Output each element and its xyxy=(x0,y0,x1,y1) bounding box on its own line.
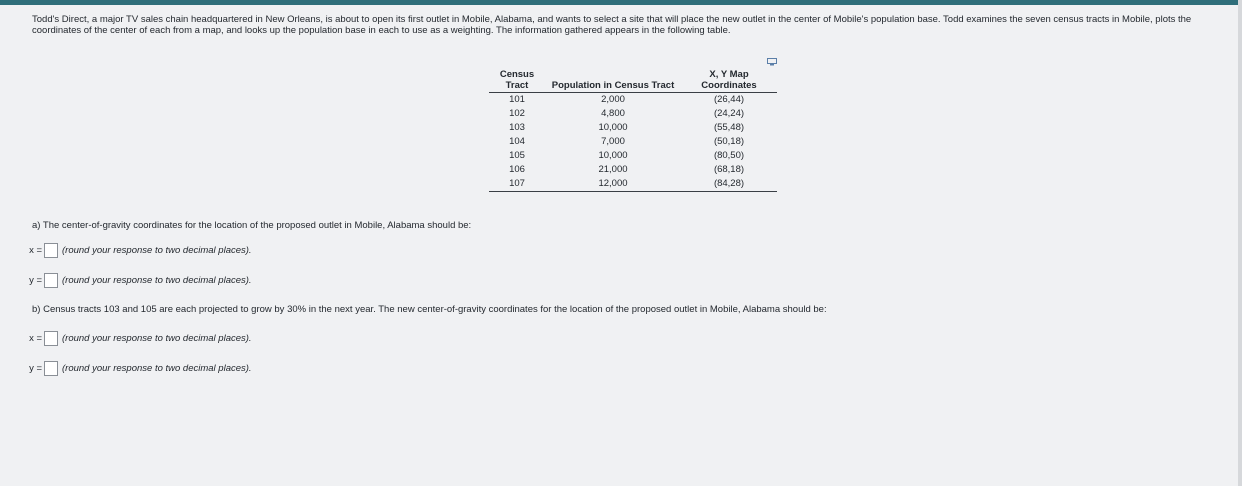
table-row xyxy=(489,107,777,121)
x-answer-input[interactable] xyxy=(44,243,58,258)
population-cell: 21,000 xyxy=(598,164,628,175)
population-cell: 12,000 xyxy=(545,177,681,192)
population-cell: 7,000 xyxy=(601,136,625,147)
tract-cell: 107 xyxy=(489,177,545,192)
population-cell: 4,800 xyxy=(601,108,625,119)
column-header-coordinates: X, Y Map Coordinates xyxy=(681,69,777,93)
y-answer-input[interactable] xyxy=(44,361,58,376)
question-panel xyxy=(0,5,1238,486)
y-answer-input[interactable] xyxy=(44,273,58,288)
part-b-y-answer xyxy=(22,361,252,376)
census-table xyxy=(489,69,777,192)
coordinates-cell: (50,18) xyxy=(713,136,745,147)
tract-cell: 101 xyxy=(509,94,525,105)
x-answer-input[interactable] xyxy=(44,331,58,346)
coordinates-cell: (68,18) xyxy=(713,164,745,175)
rounding-hint: (round your response to two decimal places). xyxy=(62,245,252,256)
population-cell: 2,000 xyxy=(601,94,625,105)
table-row xyxy=(489,135,777,149)
population-cell: 10,000 xyxy=(598,122,628,133)
table-row xyxy=(489,121,777,135)
part-b-question: b) Census tracts 103 and 105 are each projected to grow by 30% in the next year. The new center-of-gravity coordinates for the location of the proposed outlet in Mobile, Alabama should be: xyxy=(32,304,827,315)
expand-icon[interactable] xyxy=(767,58,777,66)
window-edge xyxy=(1238,0,1242,486)
part-a-question: a) The center-of-gravity coordinates for the location of the proposed outlet in Mobile, Alabama should be: xyxy=(32,220,472,231)
tract-cell: 104 xyxy=(509,136,525,147)
coordinates-cell: (26,44) xyxy=(713,94,745,105)
x-label: x = xyxy=(29,245,42,256)
coordinates-cell: (55,48) xyxy=(713,122,745,133)
part-a-y-answer xyxy=(22,273,252,288)
tract-cell: 102 xyxy=(509,108,525,119)
rounding-hint: (round your response to two decimal places). xyxy=(62,275,252,286)
column-header-population: Population in Census Tract xyxy=(545,69,681,93)
column-header-tract: Census Tract xyxy=(489,69,545,93)
x-label: x = xyxy=(29,333,42,344)
coordinates-cell: (24,24) xyxy=(713,108,745,119)
table-row xyxy=(489,149,777,163)
table-header-row xyxy=(489,69,777,93)
problem-statement: Todd's Direct, a major TV sales chain headquartered in New Orleans, is about to open its first outlet in Mobile, Alabama, and wants to select a site that will place the new outlet in the center of Mobile's population base. Todd examines the seven census tracts in Mobile, plots the coordinates of the center of each from a map, and looks up the population base in each to use as a weighting. The information gathered appears in the following table. xyxy=(32,14,1192,36)
population-cell: 10,000 xyxy=(598,150,628,161)
tract-cell: 105 xyxy=(509,150,525,161)
y-label: y = xyxy=(29,275,42,286)
rounding-hint: (round your response to two decimal places). xyxy=(62,363,252,374)
tract-cell: 106 xyxy=(509,164,525,175)
y-label: y = xyxy=(29,363,42,374)
coordinates-cell: (84,28) xyxy=(681,177,777,192)
coordinates-cell: (80,50) xyxy=(713,150,745,161)
table-row xyxy=(489,93,777,108)
rounding-hint: (round your response to two decimal places). xyxy=(62,333,252,344)
tract-cell: 103 xyxy=(509,122,525,133)
part-b-x-answer xyxy=(22,331,252,346)
table-row xyxy=(489,177,777,192)
part-a-x-answer xyxy=(22,243,252,258)
table-row xyxy=(489,163,777,177)
